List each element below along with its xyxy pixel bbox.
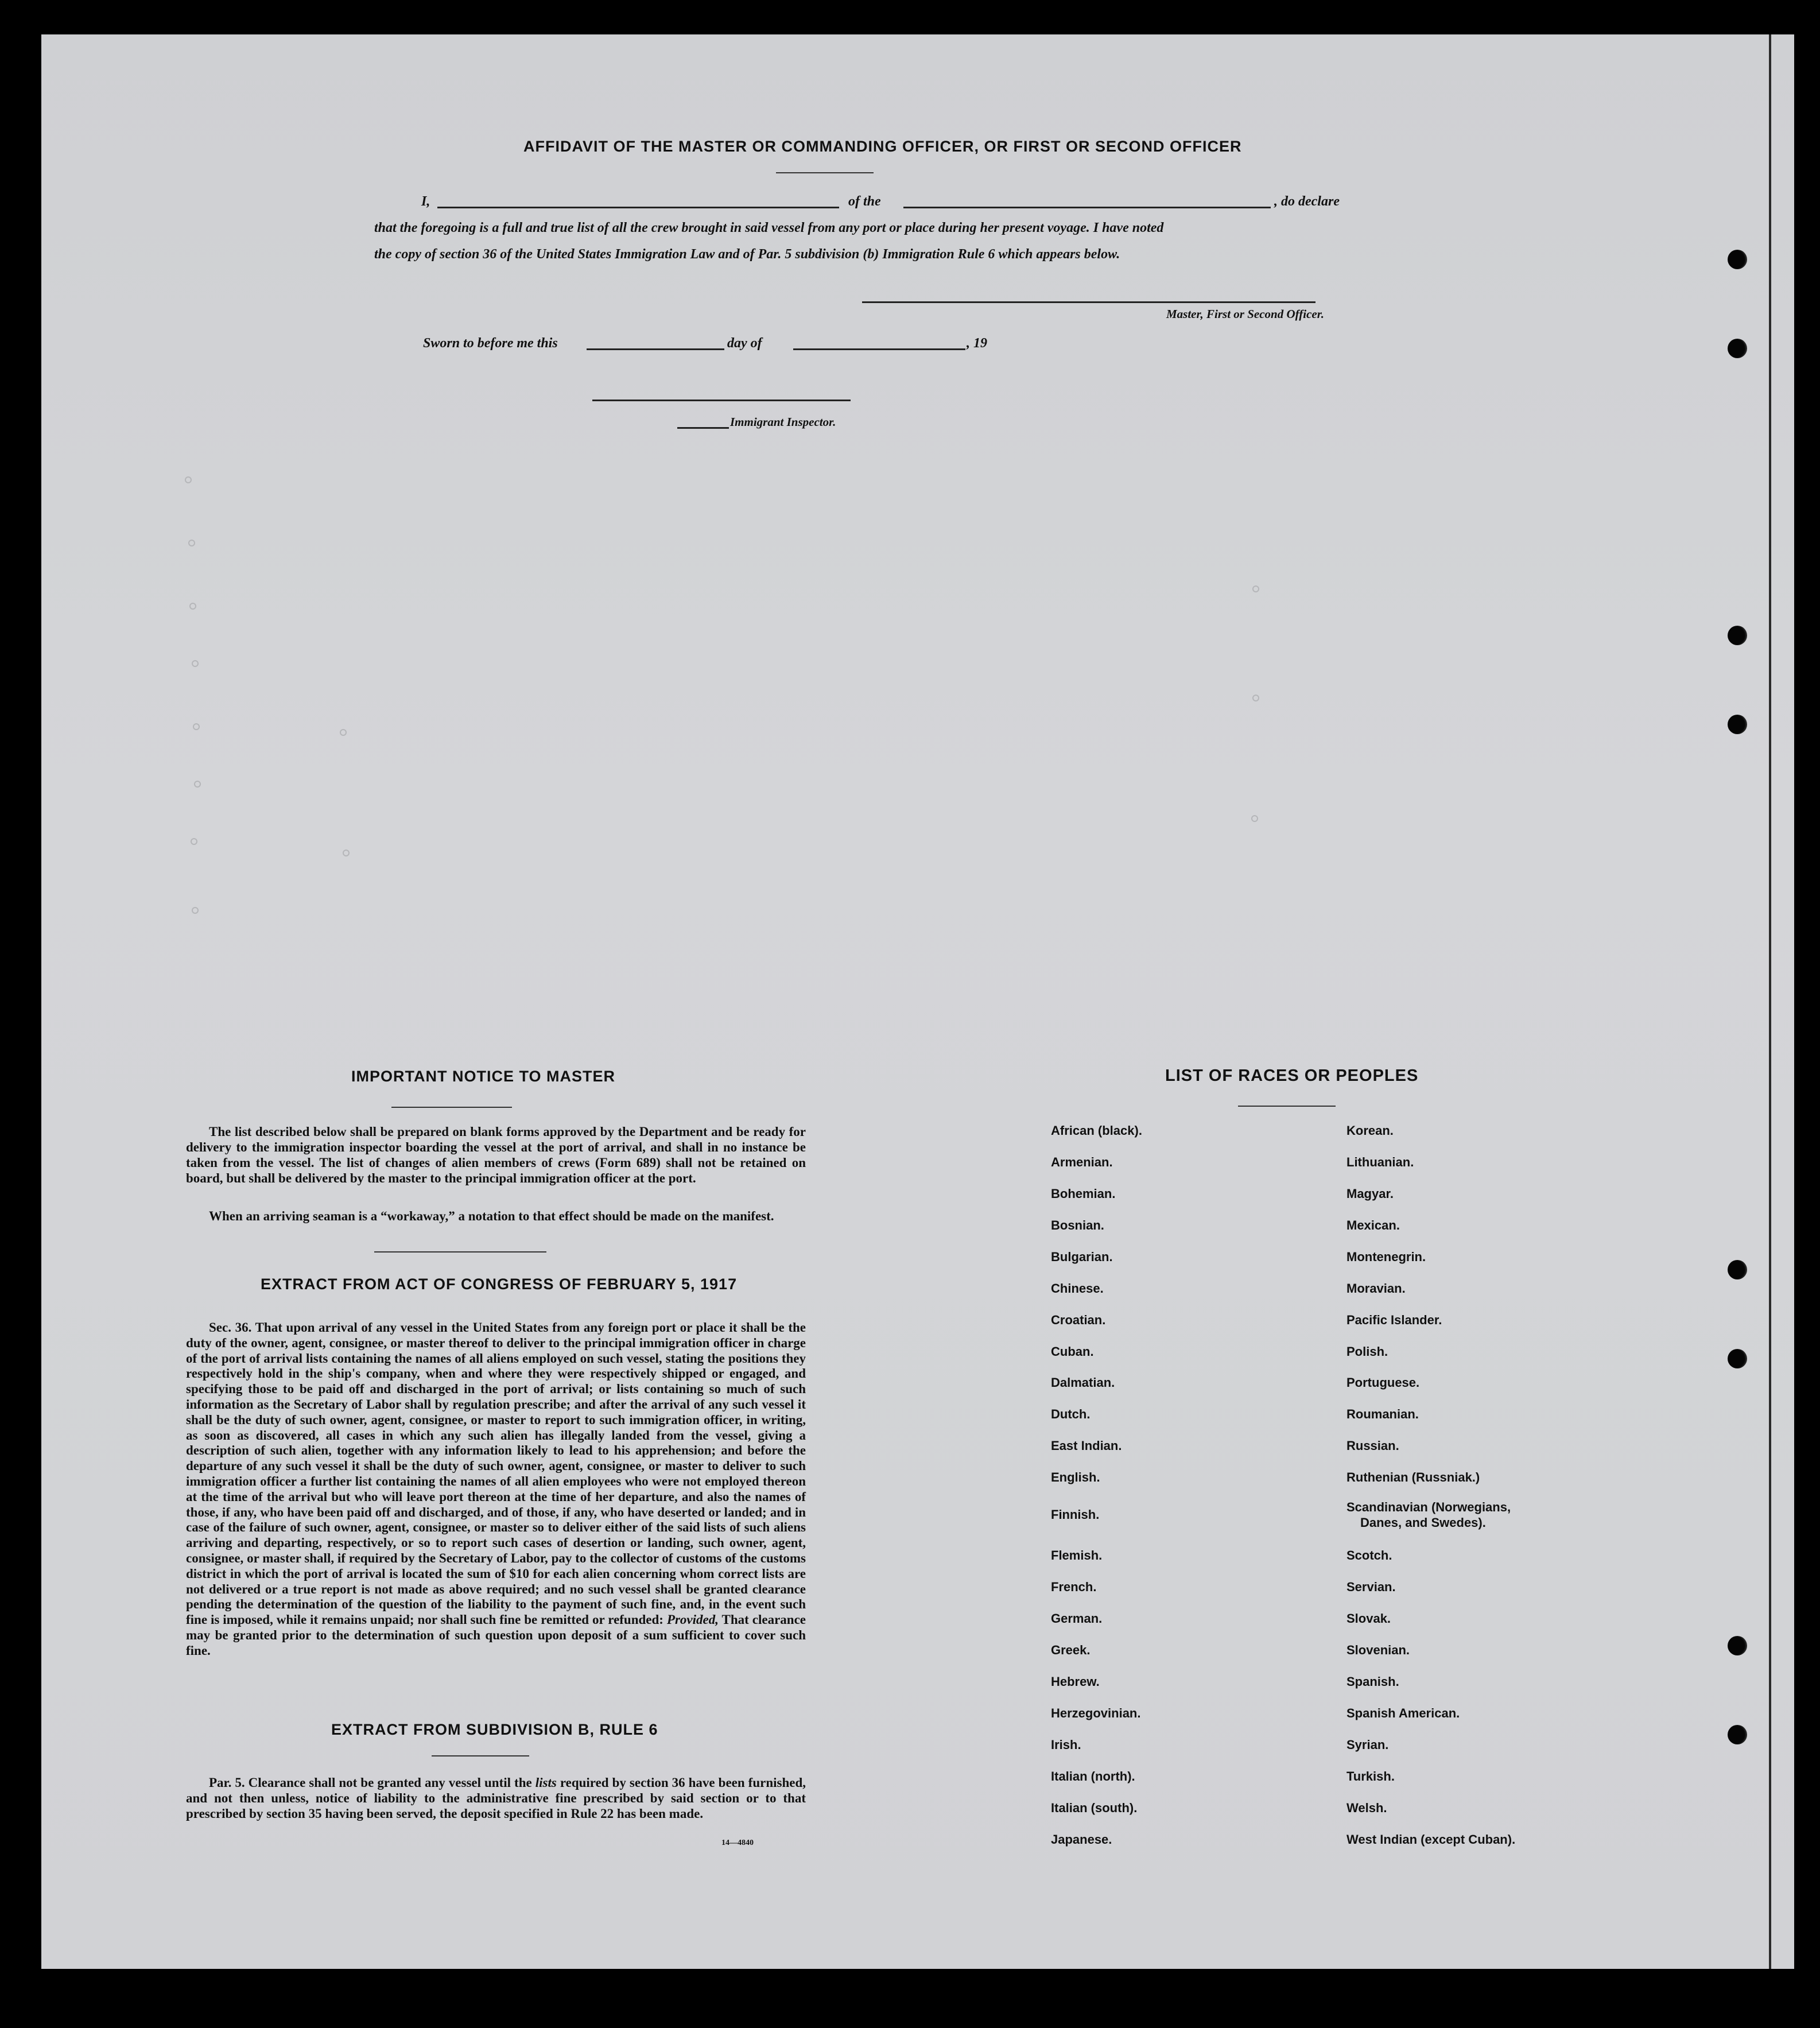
rule-6-body: Par. 5. Clearance shall not be granted any vessel until the [209, 1775, 532, 1790]
rule-extract-title: EXTRACT FROM SUBDIVISION B, RULE 6 [331, 1721, 658, 1738]
act-extract-title: EXTRACT FROM ACT OF CONGRESS OF FEBRUARY 5, 1917 [261, 1275, 738, 1293]
race-item: Slovenian. [1346, 1643, 1410, 1657]
race-item: French. [1051, 1580, 1097, 1594]
inspector-signature-line [592, 400, 851, 401]
race-item: Bohemian. [1051, 1186, 1116, 1201]
race-item: Korean. [1346, 1123, 1394, 1138]
race-item: Croatian. [1051, 1313, 1106, 1327]
race-item: Magyar. [1346, 1186, 1394, 1201]
race-item: African (black). [1051, 1123, 1142, 1138]
race-item: Bulgarian. [1051, 1250, 1113, 1264]
punch-hole [1728, 1260, 1747, 1279]
race-item: Finnish. [1051, 1507, 1100, 1522]
notice-title: IMPORTANT NOTICE TO MASTER [351, 1068, 615, 1085]
notice-divider [374, 1251, 546, 1253]
race-item: Mexican. [1346, 1218, 1400, 1232]
document-page [41, 34, 1794, 1969]
race-item: Pacific Islander. [1346, 1313, 1442, 1327]
affidavit-line3: the copy of section 36 of the United States Immigration Law and of Par. 5 subdivision (b) Immigration Rule 6 which appears below. [374, 247, 1120, 262]
race-item: East Indian. [1051, 1438, 1122, 1453]
punch-hole [1728, 1636, 1747, 1655]
race-item: Polish. [1346, 1344, 1388, 1359]
race-item: Russian. [1346, 1438, 1399, 1453]
race-item: Irish. [1051, 1738, 1081, 1752]
race-item: Moravian. [1346, 1281, 1406, 1296]
affidavit-title: AFFIDAVIT OF THE MASTER OR COMMANDING OFFICER, OR FIRST OR SECOND OFFICER [523, 138, 1242, 155]
race-item: Danes, and Swedes). [1360, 1515, 1486, 1530]
race-item: Lithuanian. [1346, 1155, 1414, 1169]
name-blank [437, 207, 839, 208]
race-item: Montenegrin. [1346, 1250, 1426, 1264]
section-36-proviso: That clearance may be granted prior to the determination of such question upon deposit of a sum sufficient to cover such fine. [186, 1612, 806, 1658]
race-item: Hebrew. [1051, 1674, 1100, 1689]
sworn-day-blank [587, 348, 724, 350]
page-edge-line [1769, 34, 1771, 1969]
punch-hole [1728, 626, 1747, 645]
sworn-prefix: Sworn to before me this [423, 336, 558, 351]
race-item: Dutch. [1051, 1407, 1091, 1421]
section-36-label: Sec. 36. [209, 1320, 252, 1335]
affidavit-declare: , do declare [1274, 194, 1340, 209]
race-item: Scotch. [1346, 1548, 1392, 1562]
punch-hole [1728, 339, 1747, 358]
race-item: Scandinavian (Norwegians, [1346, 1500, 1511, 1514]
affidavit-i: I, [421, 194, 430, 209]
race-item: Syrian. [1346, 1738, 1389, 1752]
race-item: Cuban. [1051, 1344, 1094, 1359]
punch-hole [1728, 1725, 1747, 1744]
race-item: Turkish. [1346, 1769, 1395, 1783]
race-item: Servian. [1346, 1580, 1396, 1594]
notice-title-rule [391, 1107, 512, 1108]
form-number: 14—4840 [721, 1839, 754, 1847]
race-item: Italian (north). [1051, 1769, 1135, 1783]
rule-6-lists: lists [535, 1775, 557, 1790]
race-item: West Indian (except Cuban). [1346, 1832, 1516, 1847]
section-36-text [186, 1320, 806, 1659]
races-title: LIST OF RACES OR PEOPLES [1165, 1067, 1419, 1085]
affidavit-title-rule [776, 172, 874, 173]
inspector-label: Immigrant Inspector. [730, 415, 836, 429]
rule-6-text [186, 1775, 806, 1821]
race-item: Roumanian. [1346, 1407, 1419, 1421]
inspector-short-line [677, 427, 729, 429]
race-item: Bosnian. [1051, 1218, 1104, 1232]
notice-paragraph-1: The list described below shall be prepared on blank forms approved by the Department and be ready for delivery to the immigration inspector boarding the vessel at the port of arrival, and shall in no instance be taken from the vessel. The list of changes of alien members of crews (Form 689) shall not be retained on board, but shall be delivered by the master to the principal immigration officer at the port. [186, 1124, 806, 1185]
race-item: Spanish American. [1346, 1706, 1460, 1720]
races-title-rule [1238, 1106, 1336, 1107]
race-item: Portuguese. [1346, 1375, 1420, 1390]
race-item: English. [1051, 1470, 1100, 1484]
race-item: Flemish. [1051, 1548, 1103, 1562]
race-item: Welsh. [1346, 1801, 1387, 1815]
race-item: Slovak. [1346, 1611, 1391, 1626]
punch-hole [1728, 1349, 1747, 1368]
sworn-day-of: day of [727, 336, 762, 351]
master-signature-line [862, 301, 1315, 303]
sworn-year: , 19 [967, 336, 987, 351]
race-item: Japanese. [1051, 1832, 1112, 1847]
race-item: Italian (south). [1051, 1801, 1138, 1815]
rule-6-body-cont: required by section 36 have been furnished, and not then unless, notice of liability to the administrative fine prescribed by said section or to that prescribed by section 35 having been served, the deposit specified in Rule 22 has been made. [186, 1775, 806, 1821]
vessel-blank [903, 207, 1271, 208]
sworn-month-blank [793, 348, 965, 350]
punch-hole [1728, 250, 1747, 269]
race-item: Herzegovinian. [1051, 1706, 1141, 1720]
affidavit-line2: that the foregoing is a full and true list of all the crew brought in said vessel from any port or place during her present voyage. I have noted [374, 220, 1164, 235]
notice-paragraph-2: When an arriving seaman is a “workaway,” a notation to that effect should be made on the manifest. [209, 1209, 774, 1223]
rule-extract-rule [432, 1755, 529, 1756]
section-36-body: That upon arrival of any vessel in the United States from any foreign port or place it shall be the duty of the owner, agent, consignee, or master thereof to deliver to the principal immigration officer in charge of the port of arrival lists containing the names of all aliens employed on such vessel, stating the positions they respectively hold in the ship's company, when and where they were respectively shipped or engaged, and specifying those to be paid off and discharged in the port of arrival; or lists containing so much of such information as the Secretary of Labor shall by regulation prescribe; and after the arrival of any such vessel it shall be the duty of such owner, agent, consignee, or master to report to such immigration officer, in writing, as soon as discovered, all cases in which any such alien has illegally landed from the vessel, giving a description of such alien, together with any information likely to lead to his apprehension; and before the departure of any such vessel it shall be the duty of such owner, agent, consignee, or master to deliver to such immigration officer a further list containing the names of all alien employees who were not employed thereon at the time of the arrival but who will leave port thereon at the time of her departure, and also the names of those, if any, who have been paid off and discharged, and of those, if any, who have deserted or landed; and in case of the failure of such owner, agent, consignee, or master so to deliver either of the said lists of such aliens arriving and departing, respectively, or so to report such cases of desertion or landing, such owner, agent, consignee, or master shall, if required by the Secretary of Labor, pay to the collector of customs of the customs district in which the port of arrival is located the sum of $10 for each alien concerning whom correct lists are not delivered or a true report is not made as above required; and no such vessel shall be granted clearance pending the determination of the question of the liability to the payment of such fine, and, in the event such fine is imposed, while it remains unpaid; nor shall such fine be remitted or refunded: [186, 1320, 806, 1627]
punch-hole [1728, 715, 1747, 734]
race-item: Chinese. [1051, 1281, 1104, 1296]
race-item: Dalmatian. [1051, 1375, 1115, 1390]
race-item: Armenian. [1051, 1155, 1113, 1169]
race-item: Greek. [1051, 1643, 1091, 1657]
race-item: Spanish. [1346, 1674, 1399, 1689]
race-item: German. [1051, 1611, 1103, 1626]
race-item: Ruthenian (Russniak.) [1346, 1470, 1480, 1484]
affidavit-of-the: of the [848, 194, 881, 209]
master-signature-label: Master, First or Second Officer. [1166, 307, 1324, 321]
section-36-provided: Provided, [666, 1612, 719, 1627]
